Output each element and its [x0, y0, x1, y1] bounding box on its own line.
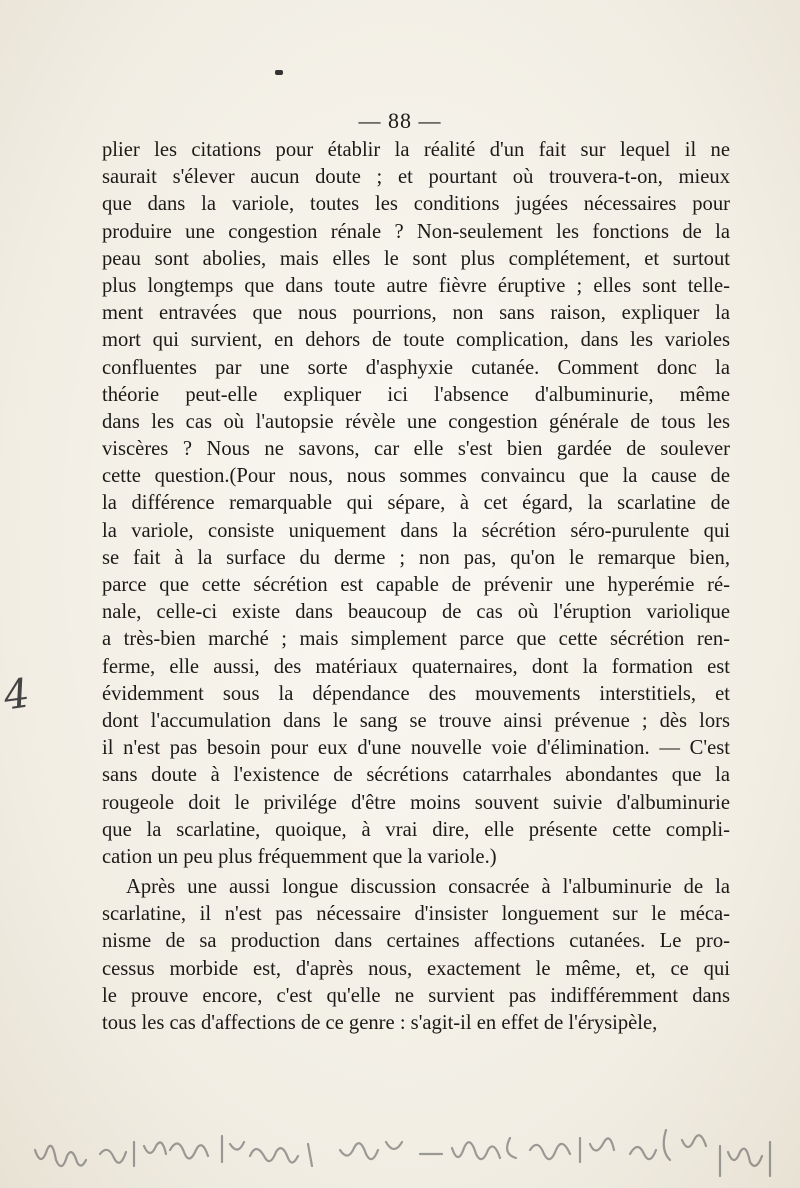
text-line: ment entravées que nous pourrions, non sans raison, expliquer la: [102, 302, 730, 325]
ink-smudge: [275, 70, 283, 75]
text-line: la variole, consiste uniquement dans la sécrétion séro-purulente qui: [102, 519, 730, 542]
text-line: scarlatine, il n'est pas nécessaire d'insister longuement sur le méca-: [102, 903, 730, 926]
text-line: que la scarlatine, quoique, à vrai dire, elle présente cette compli-: [102, 818, 730, 841]
text-line: saurait s'élever aucun doute ; et pourtant où trouvera-t-on, mieux: [102, 166, 730, 189]
text-line: plier les citations pour établir la réalité d'un fait sur lequel il ne: [102, 139, 730, 161]
text-line: cation un peu plus fréquemment que la variole.): [102, 845, 497, 868]
text-line: dans les cas où l'autopsie révèle une congestion générale de tous les: [102, 410, 730, 433]
text-line: sans doute à l'existence de sécrétions catarrhales abondantes que la: [102, 764, 730, 787]
text-line: ferme, elle aussi, des matériaux quaternaires, dont la formation est: [102, 655, 730, 678]
text-line: viscères ? Nous ne savons, car elle s'est bien gardée de soulever: [102, 438, 730, 461]
text-line: Après une aussi longue discussion consacrée à l'albuminurie de la: [126, 876, 730, 899]
text-line: confluentes par une sorte d'asphyxie cutanée. Comment donc la: [102, 356, 730, 379]
text-line: cessus morbide est, d'après nous, exactement le même, et, ce qui: [102, 957, 730, 980]
text-line: parce que cette sécrétion est capable de prévenir une hyperémie ré-: [102, 574, 730, 596]
text-line: a très-bien marché ; mais simplement parce que cette sécrétion ren-: [102, 628, 730, 651]
text-line: se fait à la surface du derme ; non pas, qu'on le remarque bien,: [102, 546, 730, 569]
text-line: évidemment sous la dépendance des mouvements interstitiels, et: [102, 682, 730, 705]
text-line: peau sont abolies, mais elles le sont plus complétement, et surtout: [102, 247, 730, 270]
text-line: que dans la variole, toutes les conditions jugées nécessaires pour: [102, 193, 730, 216]
margin-handwritten-mark: 4: [0, 670, 33, 720]
text-line: cette question.(Pour nous, nous sommes convaincu que la cause de: [102, 465, 730, 488]
text-line: tous les cas d'affections de ce genre : s'agit-il en effet de l'érysipèle,: [102, 1012, 658, 1034]
text-line: théorie peut-elle expliquer ici l'absence d'albuminurie, même: [102, 383, 730, 406]
handwritten-annotation: [20, 1120, 800, 1188]
text-line: la différence remarquable qui sépare, à cet égard, la scarlatine de: [102, 492, 730, 515]
body-text: [102, 137, 730, 1037]
text-line: plus longtemps que dans toute autre fièvre éruptive ; elles sont telle-: [102, 274, 730, 297]
handwriting-scribble: [20, 1120, 800, 1188]
text-line: mort qui survient, en dehors de toute complication, dans les varioles: [102, 329, 730, 352]
paragraph-2: [102, 874, 730, 1037]
text-line: produire une congestion rénale ? Non-seulement les fonctions de la: [102, 220, 730, 243]
text-line: dont l'accumulation dans le sang se trouve ainsi prévenue ; dès lors: [102, 709, 730, 732]
text-line: le prouve encore, c'est qu'elle ne survient pas indifféremment dans: [102, 984, 730, 1007]
paragraph-1: [102, 137, 730, 871]
text-line: nale, celle-ci existe dans beaucoup de cas où l'éruption variolique: [102, 601, 730, 624]
text-line: il n'est pas besoin pour eux d'une nouvelle voie d'élimination. — C'est: [102, 737, 730, 760]
text-line: nisme de sa production dans certaines affections cutanées. Le pro-: [102, 930, 730, 953]
page-number: — 88 —: [358, 108, 442, 133]
text-line: rougeole doit le privilége d'être moins souvent suivie d'albuminurie: [102, 791, 730, 814]
